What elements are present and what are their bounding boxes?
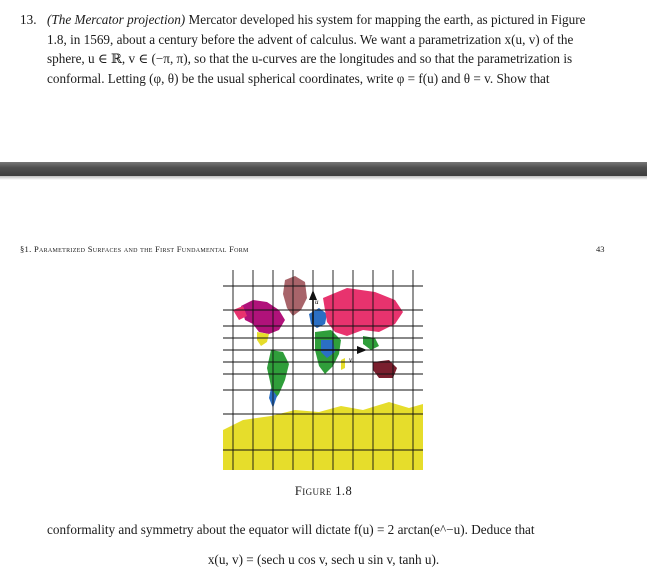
north-america-shape: [241, 300, 285, 334]
display-equation: x(u, v) = (sech u cos v, sech u sin v, tanh u).: [207, 552, 440, 567]
continuation-text: [47, 522, 535, 538]
running-head: §1. Parametrized Surfaces and the First Fundamental Form: [20, 244, 249, 254]
page-number: 43: [596, 244, 605, 254]
exercise-number: 13.: [20, 12, 37, 27]
exercise-13: [20, 10, 610, 88]
exercise-line-1-text: Mercator developed his system for mapping the earth, as pictured in Figure: [188, 12, 586, 27]
continuation-line: conformality and symmetry about the equator will dictate f(u) = 2 arctan(e^−u). Deduce that: [47, 522, 535, 537]
europe-shape: [309, 308, 327, 328]
mercator-map-figure: [223, 270, 423, 470]
exercise-title: (The Mercator projection): [47, 12, 186, 27]
madagascar-shape: [341, 358, 345, 370]
eurasia-shape: [323, 288, 403, 336]
page-divider: [0, 162, 647, 176]
central-america-shape: [257, 332, 269, 346]
u-axis-label: u: [315, 298, 319, 306]
exercise-line-2: 1.8, in 1569, about a century before the advent of calculus. We want a parametrization x(u, v) of the: [47, 31, 574, 47]
v-axis-label: v: [349, 356, 353, 364]
exercise-line-3: sphere, u ∈ ℝ, v ∈ (−π, π), so that the u-curves are the longitudes and so that the parametrization is: [47, 51, 573, 66]
exercise-line-1: [47, 10, 610, 30]
figure-caption: Figure 1.8: [294, 484, 353, 498]
exercise-text: [47, 10, 610, 88]
exercise-line-4: conformal. Letting (φ, θ) be the usual spherical coordinates, write φ = f(u) and θ = v. Show that: [47, 70, 550, 86]
page-divider-shadow: [0, 176, 647, 180]
